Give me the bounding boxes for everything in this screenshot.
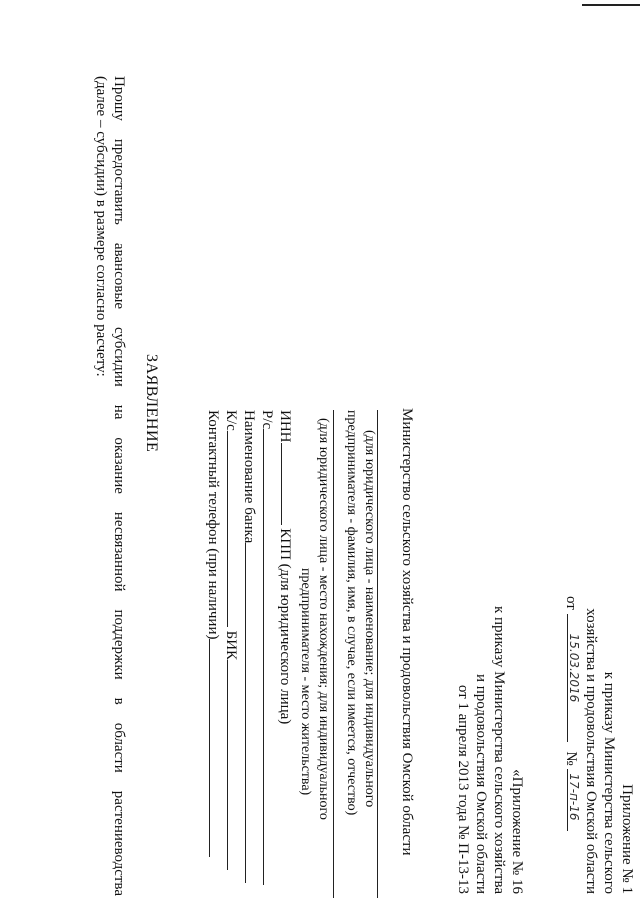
statement-word: Прошу — [111, 76, 127, 121]
handwritten-date: 15.03.2016 — [567, 633, 581, 703]
statement-word: области — [111, 722, 127, 773]
statement-word: в — [111, 697, 127, 705]
bank-label: Наименование банка — [241, 410, 257, 544]
number-label: № — [563, 751, 579, 766]
bik-label: БИК — [223, 630, 239, 661]
address-hint-2: предпринимателя - место жительства) — [298, 568, 313, 796]
rs-label: Р/с — [259, 410, 275, 430]
statement-word: растениеводства — [111, 790, 127, 896]
applicant-name-hint-2: предпринимателя - фамилия, имя, в случае, если имеется, отчество) — [344, 410, 359, 816]
statement-word: оказание — [111, 437, 127, 494]
phone-label: Контактный телефон (при наличии) — [205, 410, 221, 640]
bik-blank — [227, 660, 242, 870]
appendix-order-line: к приказу Министерства сельского — [601, 671, 617, 894]
applicant-name-hint-1: (для юридического лица - наименование; для индивидуального — [362, 430, 377, 808]
statement-word: несвязанной — [111, 511, 127, 592]
statement-line-2: (далее – субсидии) в размере согласно расчету: — [93, 76, 109, 377]
bank-field — [240, 410, 260, 883]
original-ministry-line: и продовольствия Омской области — [473, 673, 489, 894]
ministry-name: Министерство сельского хозяйства и продовольствия Омской области — [399, 408, 415, 856]
phone-blank — [209, 639, 224, 857]
original-date-line: от 1 апреля 2013 года № П-13-13 — [455, 684, 471, 894]
statement-word: на — [111, 404, 127, 420]
inn-field — [276, 410, 296, 724]
bank-blank — [245, 543, 260, 883]
inn-blank — [281, 443, 296, 525]
appendix-ministry-line: хозяйства и продовольствия Омской области — [583, 608, 599, 894]
statement-word: субсидии — [111, 327, 127, 387]
inn-label: ИНН — [277, 410, 293, 443]
phone-field — [204, 410, 224, 857]
rs-blank — [263, 429, 278, 885]
from-label: от — [563, 596, 579, 610]
appendix-title: Приложение № 1 — [619, 784, 635, 894]
statement-line-1 — [110, 76, 128, 896]
date-blank — [567, 614, 582, 742]
rs-field — [258, 410, 278, 885]
ks-blank — [227, 431, 242, 627]
address-hint-1: (для юридического лица - место нахождения; для индивидуального — [316, 418, 331, 820]
original-appendix-title: «Приложение № 16 — [509, 769, 525, 894]
statement-word: авансовые — [111, 242, 127, 310]
ks-field — [222, 410, 242, 870]
address-line — [333, 410, 334, 898]
handwritten-number: 17-п-16 — [567, 773, 581, 821]
appendix-date-line — [562, 596, 582, 831]
ks-label: К/с — [223, 410, 239, 431]
original-order-line: к приказу Министерства сельского хозяйства — [491, 605, 507, 894]
statement-word: поддержки — [111, 609, 127, 680]
number-blank — [567, 769, 582, 831]
kpp-label: КПП (для юридического лица) — [277, 528, 293, 725]
statement-word: предоставить — [111, 138, 127, 225]
statement-title: ЗАЯВЛЕНИЕ — [143, 354, 160, 453]
